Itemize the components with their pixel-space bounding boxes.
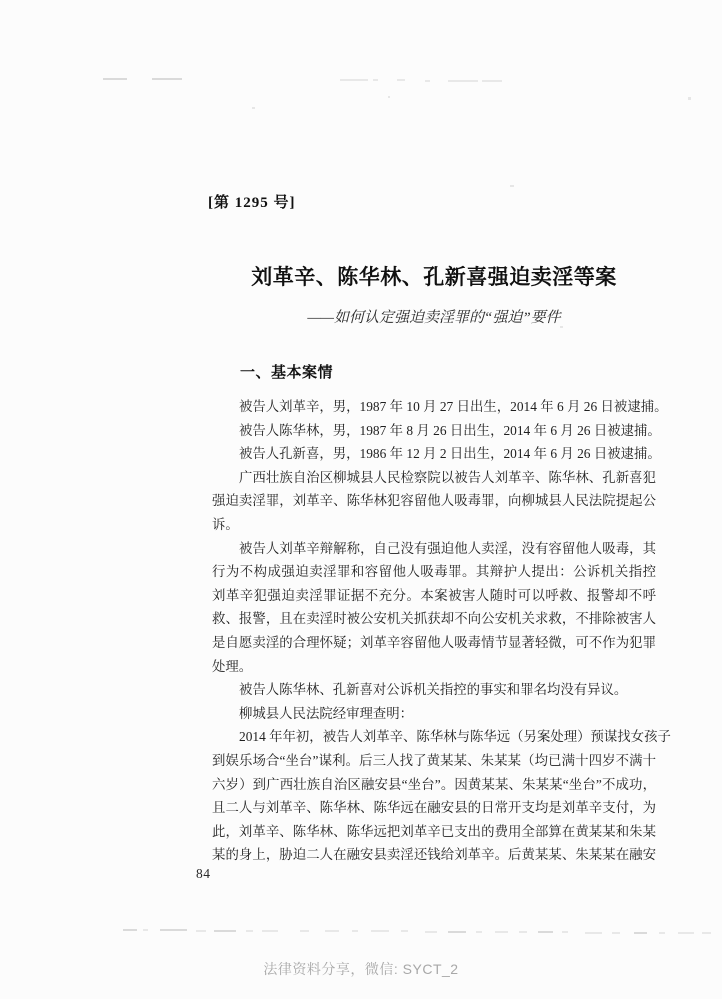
body-line: 强迫卖淫罪，刘革辛、陈华林犯容留他人吸毒罪，向柳城县人民法院提起公 (212, 493, 656, 509)
body-line: 是自愿卖淫的合理怀疑；刘革辛容留他人吸毒情节显著轻微，可不作为犯罪 (212, 634, 656, 650)
body-line: 六岁）到广西壮族自治区融安县“坐台”。因黄某某、朱某某“坐台”不成功， (212, 776, 656, 792)
body-line: 救、报警，且在卖淫时被公安机关抓获却不向公安机关求救，不排除被害人 (212, 611, 656, 627)
body-line: 被告人刘革辛辩解称，自己没有强迫他人卖淫，没有容留他人吸毒，其 (239, 540, 656, 556)
body-line: 行为不构成强迫卖淫罪和容留他人吸毒罪。其辩护人提出：公诉机关指控 (212, 564, 656, 580)
body-line: 被告人刘革辛，男，1987 年 10 月 27 日出生，2014 年 6 月 26 日被逮捕。 (239, 399, 668, 414)
body-line: 到娱乐场合“坐台”谋利。后三人找了黄某某、朱某某（均已满十四岁不满十 (212, 752, 656, 768)
body-line: 被告人陈华林、孔新喜对公诉机关指控的事实和罪名均没有异议。 (239, 682, 628, 698)
body-line: 柳城县人民法院经审理查明： (239, 705, 414, 721)
body-line: 被告人孔新喜，男，1986 年 12 月 2 日出生，2014 年 6 月 26 日被逮捕。 (239, 446, 661, 462)
body-line: 诉。 (212, 516, 239, 532)
watermark-footer: 法律资料分享，微信: SYCT_2 (263, 961, 459, 977)
body-line: 处理。 (212, 658, 253, 674)
body-line: 某的身上，胁迫二人在融安县卖淫还钱给刘革辛。后黄某某、朱某某在融安 (212, 847, 656, 863)
case-subtitle: ——如何认定强迫卖淫罪的“强迫”要件 (307, 310, 561, 326)
body-line: 且二人与刘革辛、陈华林、陈华远在融安县的日常开支均是刘革辛支付，为 (212, 800, 656, 816)
page-number: 84 (196, 866, 211, 881)
body-line: 刘革辛犯强迫卖淫罪证据不充分。本案被害人随时可以呼救、报警却不呼 (212, 587, 656, 603)
body-text (212, 395, 671, 867)
body-line: 被告人陈华林，男，1987 年 8 月 26 日出生，2014 年 6 月 26 日被逮捕。 (239, 422, 661, 438)
body-line: 广西壮族自治区柳城县人民检察院以被告人刘革辛、陈华林、孔新喜犯 (239, 469, 656, 485)
case-title: 刘革辛、陈华林、孔新喜强迫卖淫等案 (251, 266, 617, 289)
case-number: [第 1295 号] (208, 195, 296, 211)
body-line: 此，刘革辛、陈华林、陈华远把刘革辛已支出的费用全部算在黄某某和朱某 (212, 823, 656, 839)
body-line: 2014 年年初，被告人刘革辛、陈华林与陈华远（另案处理）预谋找女孩子 (239, 729, 671, 745)
section-heading-basic-facts: 一、基本案情 (240, 364, 334, 381)
